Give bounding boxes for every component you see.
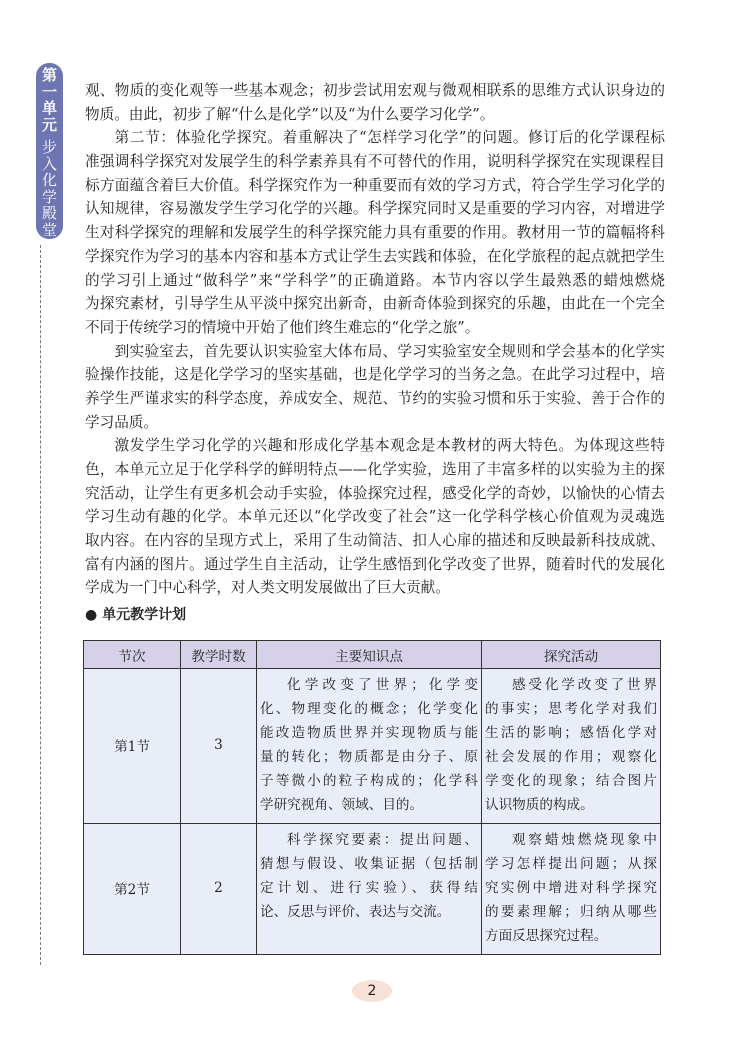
paragraph-line: 色，本单元立足于化学科学的鲜明特点——化学实验，选用了丰富多样的以实验为主的探 [85,461,665,478]
side-tab-unit-char: 元 [41,115,57,134]
cell-line: 方面反思探究过程。 [485,928,608,944]
page-number: 2 [352,980,392,1002]
body-text [85,79,665,628]
header-hours: 教学时数 [181,641,257,669]
cell-line: 子等微小的粒子构成的；化学科 [260,773,478,789]
cell-line: 化学改变了世界；化学变 [287,677,478,693]
paragraph-line: 学探究作为学习的基本内容和基本方式让学生去实践和体验，在化学旅程的起点就把学生 [85,247,665,265]
cell-line: 究实例中增进对科学探究 [485,880,657,896]
unit-side-tab [36,63,63,239]
cell-line: 的事实；思考化学对我们 [485,701,657,717]
cell-knowledge [257,824,482,955]
cell-knowledge [257,669,482,824]
cell-line: 量的转化；物质都是由分子、原 [260,749,478,765]
paragraph [85,434,665,600]
cell-activities [482,824,661,955]
cell-line: 论、反思与评价、表达与交流。 [260,904,451,920]
cell-line: 观察蜡烛燃烧现象中 [512,832,657,848]
cell-line: 科学探究要素：提出问题、 [287,832,478,848]
header-section: 节次 [84,641,181,669]
side-tab-title-char: 学 [41,187,57,206]
teaching-plan-table [83,640,661,955]
paragraph-line: 富有内涵的图片。通过学生自主活动，让学生感悟到化学改变了世界，随着时代的发展化 [85,555,665,573]
side-tab-unit-char: 单 [41,99,57,117]
paragraph-line: 准强调科学探究对发展学生的科学素养具有不可替代的作用，说明科学探究在实现课程目 [85,153,665,171]
side-tab-title-char: 步 [41,138,57,156]
cell-hours: 2 [181,824,257,955]
paragraph-line: 学习品质。 [85,413,158,431]
cell-section: 第2节 [84,824,181,955]
side-tab-title-char: 堂 [41,220,57,239]
cell-line: 化、物理变化的概念；化学变化 [260,701,478,717]
cell-line: 定计划、进行实验）、获得结 [260,880,478,896]
cell-line: 社会发展的作用；观察化 [485,749,657,765]
paragraph-line: 生对科学探究的理解和发展学生的科学探究能力具有重要的作用。教材用一节的篇幅将科 [85,224,665,242]
cell-hours: 3 [181,669,257,824]
side-tab-title-char: 化 [41,171,57,189]
side-tab-title-char: 殿 [41,204,57,222]
cell-line: 的要素理解；归纳从哪些 [485,904,657,920]
cell-section: 第1节 [84,669,181,824]
cell-line: 认识物质的构成。 [485,797,594,813]
paragraph-line: 学成为一门中心科学，对人类文明发展做出了巨大贡献。 [85,579,450,597]
paragraph-line: 取内容。在内容的呈现方式上，采用了生动简洁、扣人心扉的描述和反映最新科技成就、 [85,532,665,550]
paragraph-line: 第二节：体验化学探究。着重解决了“怎样学习化学”的问题。修订后的化学课程标 [114,129,665,147]
paragraph [85,126,665,339]
header-activities: 探究活动 [482,641,661,669]
paragraph-line: 验操作技能，这是化学学习的坚实基础，也是化学学习的当务之急。在此学习过程中，培 [85,366,665,384]
cell-line: 猜想与假设、收集证据（包括制 [260,856,478,872]
paragraph-line: 到实验室去，首先要认识实验室大体布局、学习实验室安全规则和学会基本的化学实 [114,342,665,360]
section-heading: ● 单元教学计划 [85,607,187,624]
cell-line: 能改造物质世界并实现物质与能 [260,725,478,741]
paragraph [85,79,665,126]
side-tab-title-char: 入 [41,154,57,173]
paragraph-line: 物质。由此，初步了解“什么是化学”以及“为什么要学习化学”。 [85,105,495,123]
paragraph-line: 为探究素材，引导学生从平淡中探究出新奇，由新奇体验到探究的乐趣，由此在一个完全 [85,295,665,313]
side-tab-unit-char: 一 [41,82,57,101]
table-header-row [84,641,661,669]
paragraph [85,340,665,435]
table-row [84,824,661,955]
paragraph-line: 养学生严谨求实的科学态度，养成安全、规范、节约的实验习惯和乐于实验、善于合作的 [85,389,665,407]
paragraph-line: 学习生动有趣的化学。本单元还以“化学改变了社会”这一化学科学核心价值观为灵魂选 [85,508,665,526]
margin-dashed-line [40,245,41,965]
cell-line: 生活的影响；感悟化学对 [485,725,657,741]
paragraph-line: 不同于传统学习的情境中开始了他们终生难忘的“化学之旅”。 [85,318,480,336]
paragraph-line: 的学习引上通过“做科学”来“学科学”的正确道路。本节内容以学生最熟悉的蜡烛燃烧 [85,271,665,289]
header-knowledge: 主要知识点 [257,641,482,669]
cell-activities [482,669,661,824]
paragraph-line: 观、物质的变化观等一些基本观念；初步尝试用宏观与微观相联系的思维方式认识身边的 [85,82,665,99]
cell-line: 感受化学改变了世界 [512,677,657,693]
cell-line: 学习怎样提出问题；从探 [485,856,657,872]
paragraph-line: 究活动，让学生有更多机会动手实验，体验探究过程，感受化学的奇妙，以愉快的心情去 [85,484,665,502]
cell-line: 学变化的现象；结合图片 [485,773,657,789]
table-row [84,669,661,824]
side-tab-unit-char: 第 [41,66,57,84]
paragraph-line: 认知规律，容易激发学生学习化学的兴趣。科学探究同时又是重要的学习内容，对增进学 [85,200,665,218]
paragraph-line: 标方面蕴含着巨大价值。科学探究作为一种重要而有效的学习方式，符合学生学习化学的 [85,176,665,194]
paragraphs [85,79,665,600]
paragraph-line: 激发学生学习化学的兴趣和形成化学基本观念是本教材的两大特色。为体现这些特 [114,437,665,455]
cell-line: 学研究视角、领域、目的。 [260,797,424,813]
